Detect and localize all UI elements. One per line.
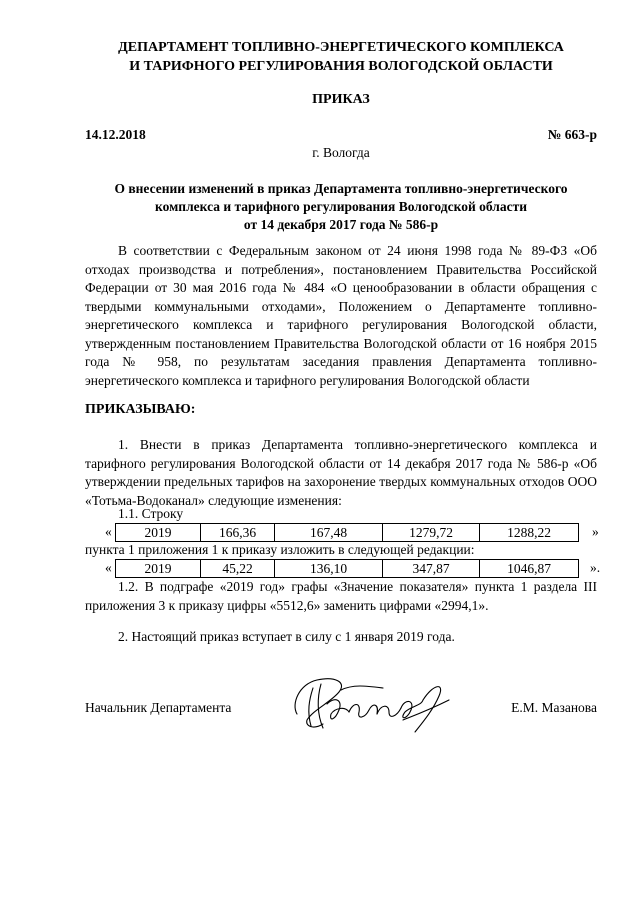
title-line-3: от 14 декабря 2017 года № 586-р [243, 217, 439, 232]
table-cell: 2019 [116, 524, 201, 542]
item-1-2 [85, 578, 597, 615]
new-values-table [115, 559, 579, 578]
preamble [85, 242, 597, 390]
table-cell: 1288,22 [480, 524, 579, 542]
item-1-1: 1.1. Строку [118, 506, 184, 521]
table-cell: 136,10 [275, 560, 383, 578]
item-2: 2. Настоящий приказ вступает в силу с 1 января 2019 года. [118, 629, 455, 644]
table-cell: 2019 [116, 560, 201, 578]
header-line-1: ДЕПАРТАМЕНТ ТОПЛИВНО-ЭНЕРГЕТИЧЕСКОГО КОМПЛЕКСА [118, 40, 564, 55]
quote-open: « [105, 560, 112, 575]
table-cell: 45,22 [201, 560, 275, 578]
table-row [116, 560, 579, 578]
quote-open: « [105, 524, 112, 539]
order-word: ПРИКАЗЫВАЮ: [85, 402, 196, 417]
table-cell: 347,87 [383, 560, 480, 578]
item-1-2-text: 1.2. В подграфе «2019 год» графы «Значение показателя» пункта 1 раздела III приложения 3 к приказу цифры «5512,6» заменить цифрами «2994,1». [85, 579, 597, 613]
mid-text: пункта 1 приложения 1 к приказу изложить в следующей редакции: [85, 542, 475, 557]
table-cell: 166,36 [201, 524, 275, 542]
doc-type: ПРИКАЗ [312, 92, 370, 107]
old-values-table [115, 523, 579, 542]
department-header [85, 38, 597, 76]
order-city: г. Вологда [312, 145, 370, 160]
order-number: № 663-р [547, 127, 597, 142]
signature-position: Начальник Департамента [85, 700, 232, 715]
table-row [116, 524, 579, 542]
table-cell: 1279,72 [383, 524, 480, 542]
quote-close: » [592, 524, 599, 539]
item-1-text: 1. Внести в приказ Департамента топливно-энергетического комплекса и тарифного регулирования Вологодской области от 14 декабря 2017 года № 586-р «Об утверждении предельных тарифов на захоронение твердых коммунальных отходов ООО «Тотьма-Водоканал» следующие изменения: [85, 437, 597, 508]
table-cell: 167,48 [275, 524, 383, 542]
quote-close-dot: ». [590, 560, 601, 575]
new-row [85, 559, 601, 579]
preamble-text: В соответствии с Федеральным законом от 24 июня 1998 года № 89-ФЗ «Об отходах производства и потребления», постановлением Правительства Российской Федерации от 30 мая 2016 года № 484 «О ценообразовании в области обращения с твердыми коммунальными отходами», Положением о Департаменте топливно-энергетического комплекса и тарифного регулирования Вологодской области, утвержденным постановлением Правительства Вологодской области от 16 ноября 2015 года № 958, по результатам заседания правления Департамента топливно-энергетического комплекса и тарифного регулирования Вологодской области [85, 243, 597, 388]
title-line-1: О внесении изменений в приказ Департамента топливно-энергетического [114, 181, 568, 196]
header-line-2: И ТАРИФНОГО РЕГУЛИРОВАНИЯ ВОЛОГОДСКОЙ ОБЛАСТИ [129, 59, 553, 74]
handwritten-signature [283, 670, 463, 735]
signature-name: Е.М. Мазанова [511, 700, 597, 715]
order-date: 14.12.2018 [85, 127, 146, 142]
item-1 [85, 436, 597, 510]
old-row [85, 523, 597, 543]
order-title [85, 180, 597, 234]
title-line-2: комплекса и тарифного регулирования Вологодской области [155, 199, 527, 214]
table-cell: 1046,87 [480, 560, 579, 578]
